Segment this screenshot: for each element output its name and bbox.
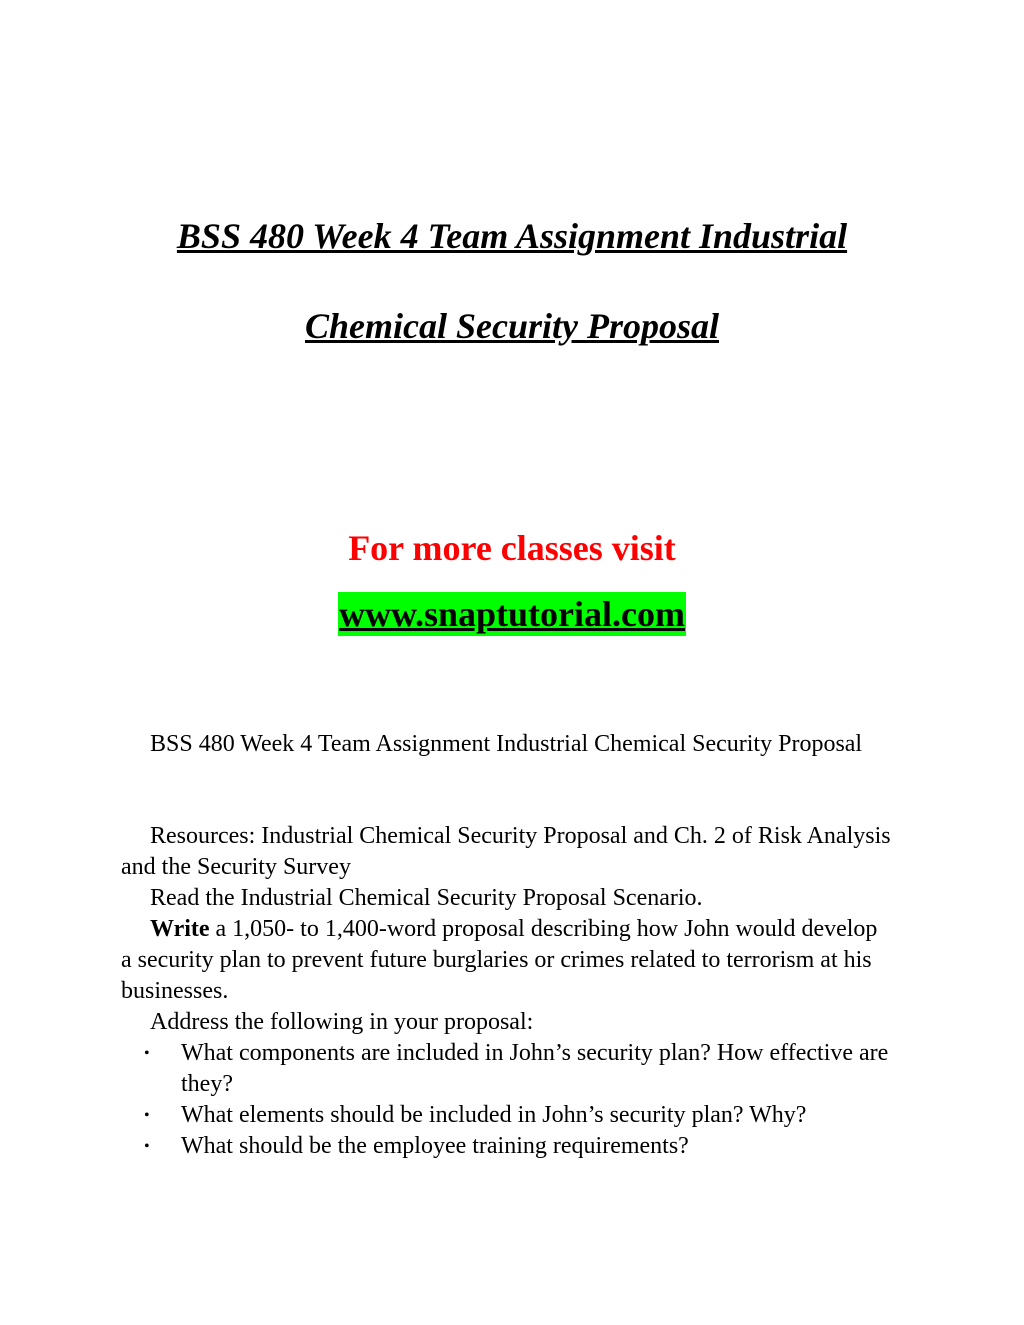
write-instruction-text: a 1,050- to 1,400-word proposal describing how John would develop a security plan to prevent future burglaries or crimes related to terrorism at his businesses.: [121, 916, 878, 1004]
document-title-line-2: Chemical Security Proposal: [305, 306, 719, 346]
intro-section: [121, 729, 891, 760]
instructions-section: [121, 821, 891, 1162]
promo-link-container: [0, 592, 1024, 636]
list-item: [121, 1038, 891, 1100]
resources-paragraph: Resources: Industrial Chemical Security Proposal and Ch. 2 of Risk Analysis and the Security Survey: [121, 823, 891, 880]
bullet-icon: •: [144, 1045, 150, 1062]
list-item: [121, 1100, 891, 1131]
list-item-text: What elements should be included in John’s security plan? Why?: [181, 1102, 807, 1128]
write-instruction: [121, 914, 891, 1007]
list-item-text: What should be the employee training requirements?: [181, 1133, 689, 1159]
document-title-line-1: BSS 480 Week 4 Team Assignment Industrial: [176, 216, 848, 256]
question-list: [121, 1038, 891, 1162]
bullet-icon: •: [144, 1138, 150, 1155]
promo-heading: For more classes visit: [348, 528, 676, 568]
address-instruction: Address the following in your proposal:: [150, 1009, 534, 1035]
read-instruction: Read the Industrial Chemical Security Proposal Scenario.: [150, 885, 703, 911]
bullet-icon: •: [144, 1107, 150, 1124]
snaptutorial-link[interactable]: www.snaptutorial.com: [338, 594, 685, 634]
list-item: [121, 1131, 891, 1162]
list-item-text: What components are included in John’s security plan? How effective are they?: [181, 1040, 889, 1097]
write-keyword: Write: [150, 916, 210, 942]
intro-paragraph: BSS 480 Week 4 Team Assignment Industrial Chemical Security Proposal: [150, 731, 863, 757]
